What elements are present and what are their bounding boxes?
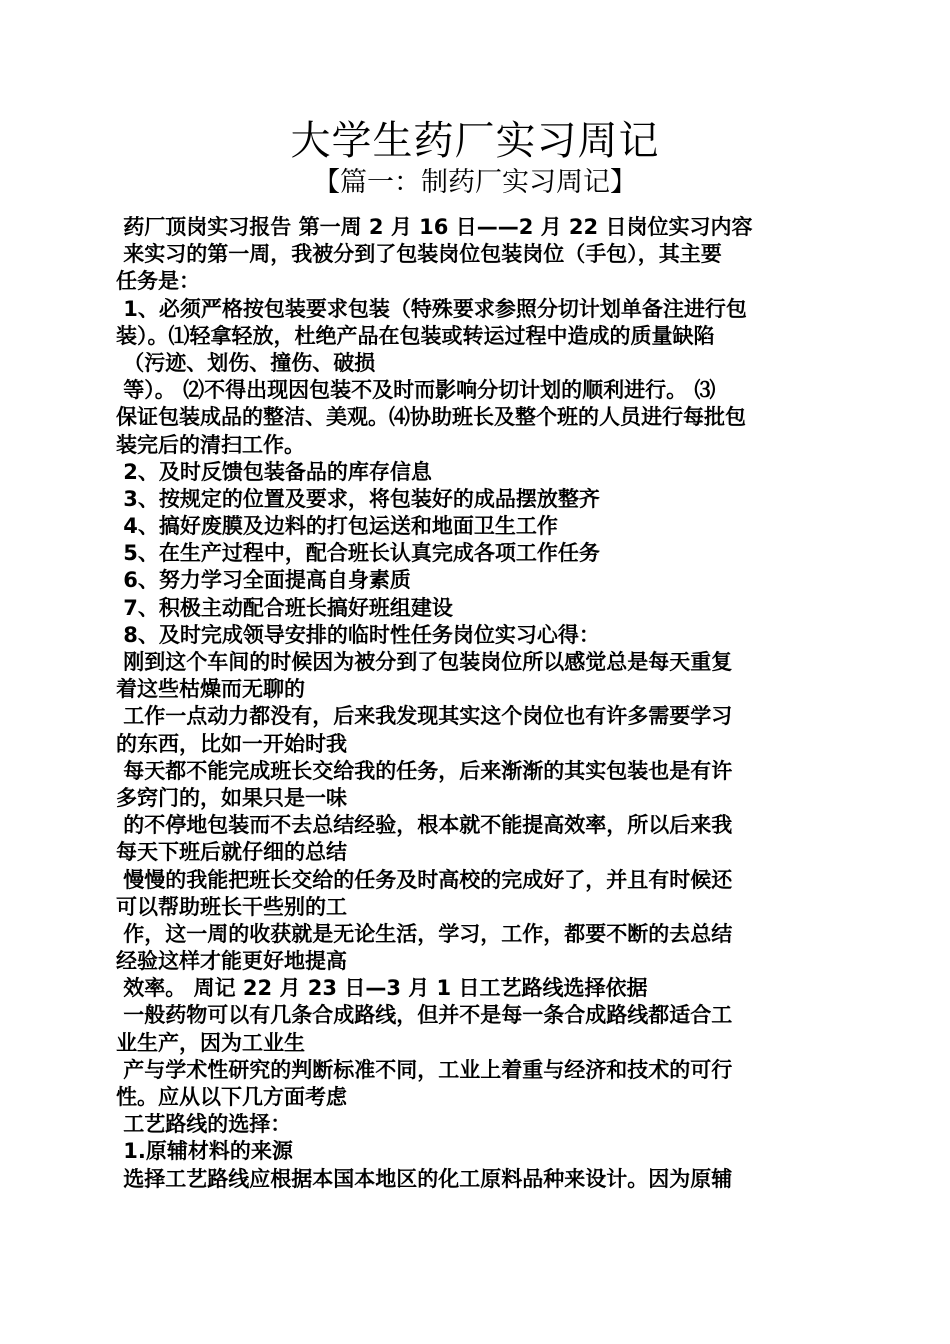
body-line: 1、必须严格按包装要求包装（特殊要求参照分切计划单备注进行包 [116, 296, 747, 321]
page-title: 大学生药厂实习周记 [290, 118, 660, 164]
body-line: 的不停地包装而不去总结经验，根本就不能提高效率，所以后来我 [116, 813, 733, 838]
body-line: 药厂顶岗实习报告 第一周 2 月 16 日——2 月 22 日岗位实习内容 [116, 215, 753, 239]
body-line: 刚到这个车间的时候因为被分到了包装岗位所以感觉总是每天重复 [116, 650, 733, 674]
body-line: 等）。 ⑵不得出现因包装不及时而影响分切计划的顺利进行。 ⑶ [116, 378, 716, 403]
body-line: 任务是： [116, 269, 200, 294]
body-line: （污迹、划伤、撞伤、破损 [116, 350, 376, 375]
body-line: 性。应从以下几方面考虑 [116, 1085, 347, 1109]
body-line: 的东西，比如一开始时我 [116, 731, 347, 756]
body-line: 一般药物可以有几条合成路线，但并不是每一条合成路线都适合工 [116, 1003, 733, 1028]
body-line: 保证包装成品的整洁、美观。⑷协助班长及整个班的人员进行每批包 [116, 405, 746, 430]
page-subtitle: 【篇一：制药厂实习周记】 [313, 167, 637, 198]
body-line: 作，这一周的收获就是无论生活，学习，工作，都要不断的去总结 [116, 921, 733, 946]
body-line: 工作一点动力都没有，后来我发现其实这个岗位也有许多需要学习 [116, 704, 733, 729]
body-line: 装完后的清扫工作。 [116, 432, 305, 457]
body-line: 6、努力学习全面提高自身素质 [116, 568, 411, 593]
body-line: 3、按规定的位置及要求，将包装好的成品摆放整齐 [116, 486, 600, 511]
body-line: 工艺路线的选择： [116, 1112, 292, 1137]
body-line: 效率。 周记 22 月 23 日—3 月 1 日工艺路线选择依据 [116, 976, 648, 1001]
body-line: 每天都不能完成班长交给我的任务，后来渐渐的其实包装也是有许 [116, 758, 733, 783]
body-line: 产与学术性研究的判断标准不同，工业上着重与经济和技术的可行 [116, 1057, 733, 1082]
body-line: 慢慢的我能把班长交给的任务及时高校的完成好了，并且有时候还 [116, 867, 733, 892]
body-line: 8、及时完成领导安排的临时性任务岗位实习心得： [116, 622, 600, 647]
body-line: 5、在生产过程中，配合班长认真完成各项工作任务 [116, 541, 600, 566]
body-line: 业生产，因为工业生 [116, 1030, 305, 1055]
body-line: 4、搞好废膜及边料的打包运送和地面卫生工作 [116, 514, 558, 539]
document-body [116, 214, 836, 1193]
body-line: 多窍门的，如果只是一味 [116, 785, 347, 810]
body-line: 选择工艺路线应根据本国本地区的化工原料品种来设计。因为原辅 [116, 1166, 733, 1191]
body-line: 7、积极主动配合班长搞好班组建设 [116, 595, 453, 620]
body-line: 经验这样才能更好地提高 [116, 949, 347, 974]
body-line: 来实习的第一周，我被分到了包装岗位包装岗位（手包），其主要 [116, 242, 722, 267]
body-line: 每天下班后就仔细的总结 [116, 840, 347, 865]
body-line: 着这些枯燥而无聊的 [116, 677, 305, 702]
body-line: 可以帮助班长干些别的工 [116, 894, 347, 919]
body-line: 2、及时反馈包装备品的库存信息 [116, 459, 432, 484]
body-line: 1.原辅材料的来源 [116, 1139, 293, 1164]
body-line: 装）。⑴轻拿轻放，杜绝产品在包装或转运过程中造成的质量缺陷 [116, 323, 715, 348]
